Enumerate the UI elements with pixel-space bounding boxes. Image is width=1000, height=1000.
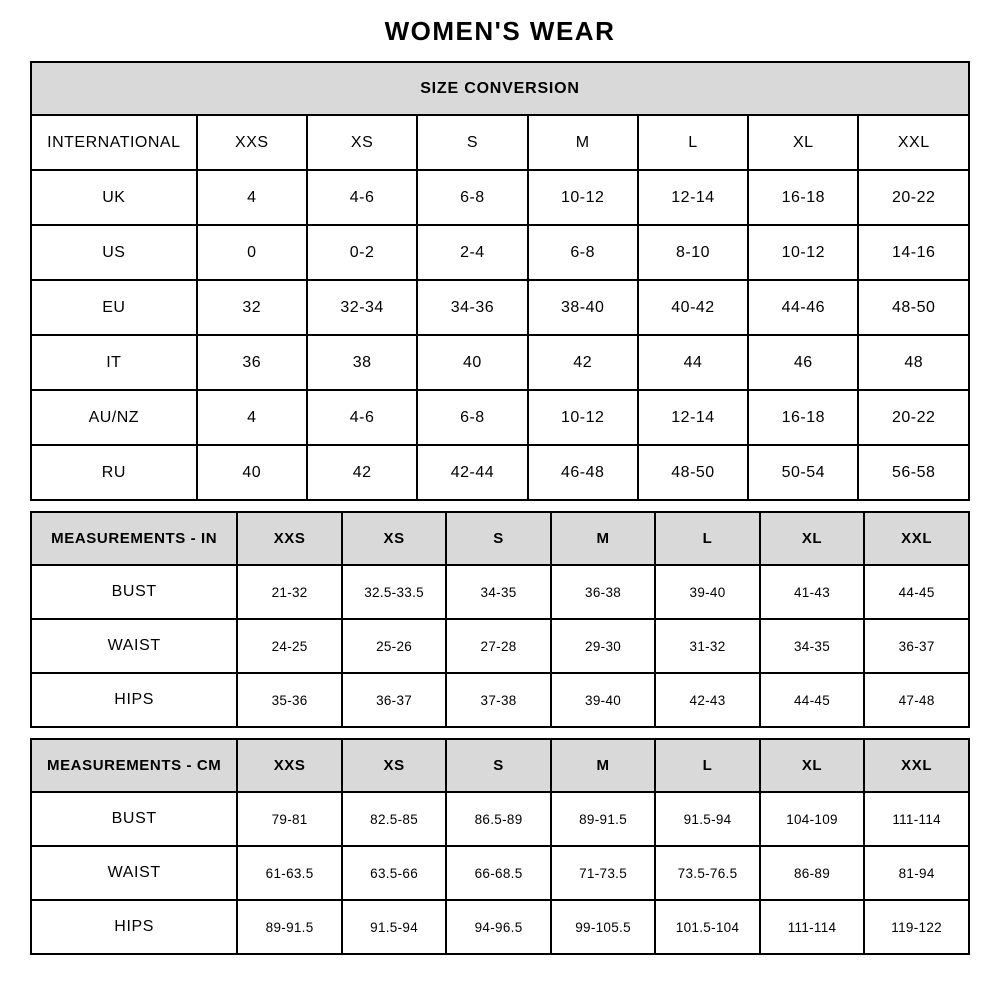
measurement-value-cell: 42-43	[655, 673, 759, 727]
size-column-header: XS	[342, 512, 446, 565]
measurements-header-label: MEASUREMENTS - CM	[31, 739, 237, 792]
size-column-header: L	[655, 512, 759, 565]
size-conversion-row	[31, 445, 969, 500]
measurement-value-cell: 36-37	[864, 619, 969, 673]
measurement-value-cell: 61-63.5	[237, 846, 341, 900]
size-column-header: XS	[342, 739, 446, 792]
size-value-cell: 4	[197, 390, 307, 445]
measurement-value-cell: 81-94	[864, 846, 969, 900]
size-conversion-row	[31, 225, 969, 280]
measurement-value-cell: 41-43	[760, 565, 864, 619]
size-value-cell: 14-16	[858, 225, 969, 280]
size-value-cell: 16-18	[748, 390, 858, 445]
measurement-row	[31, 792, 969, 846]
size-column-header: XL	[748, 115, 858, 170]
size-value-cell: 40-42	[638, 280, 748, 335]
measurements-in-header-row	[31, 512, 969, 565]
measurement-value-cell: 36-37	[342, 673, 446, 727]
measurement-row	[31, 619, 969, 673]
measurement-value-cell: 39-40	[551, 673, 655, 727]
size-value-cell: 2-4	[417, 225, 527, 280]
size-column-header: S	[417, 115, 527, 170]
size-value-cell: 0-2	[307, 225, 417, 280]
size-conversion-row	[31, 335, 969, 390]
size-value-cell: 32-34	[307, 280, 417, 335]
size-value-cell: 48-50	[638, 445, 748, 500]
measurement-value-cell: 36-38	[551, 565, 655, 619]
measurements-header-label: MEASUREMENTS - IN	[31, 512, 237, 565]
size-column-header: XXS	[237, 512, 341, 565]
size-value-cell: 6-8	[417, 170, 527, 225]
row-label: IT	[31, 335, 197, 390]
size-value-cell: 20-22	[858, 170, 969, 225]
measurement-value-cell: 34-35	[760, 619, 864, 673]
measurement-value-cell: 31-32	[655, 619, 759, 673]
size-value-cell: 4-6	[307, 390, 417, 445]
measurement-value-cell: 29-30	[551, 619, 655, 673]
size-value-cell: 34-36	[417, 280, 527, 335]
size-column-header: XXS	[197, 115, 307, 170]
size-conversion-header: SIZE CONVERSION	[31, 62, 969, 115]
measurement-value-cell: 66-68.5	[446, 846, 550, 900]
measurement-value-cell: 73.5-76.5	[655, 846, 759, 900]
size-column-header: XL	[760, 512, 864, 565]
size-value-cell: 12-14	[638, 390, 748, 445]
size-column-header: XXL	[864, 739, 969, 792]
size-conversion-row	[31, 280, 969, 335]
size-value-cell: 48	[858, 335, 969, 390]
size-column-header: XXL	[864, 512, 969, 565]
measurement-value-cell: 34-35	[446, 565, 550, 619]
measurement-value-cell: 44-45	[864, 565, 969, 619]
size-value-cell: 6-8	[528, 225, 638, 280]
row-label: US	[31, 225, 197, 280]
size-value-cell: 4-6	[307, 170, 417, 225]
row-label: AU/NZ	[31, 390, 197, 445]
size-value-cell: 16-18	[748, 170, 858, 225]
row-label: WAIST	[31, 619, 237, 673]
measurement-value-cell: 86.5-89	[446, 792, 550, 846]
measurement-row	[31, 846, 969, 900]
row-label: WAIST	[31, 846, 237, 900]
size-value-cell: 4	[197, 170, 307, 225]
measurement-value-cell: 111-114	[864, 792, 969, 846]
size-column-header: L	[638, 115, 748, 170]
measurement-value-cell: 35-36	[237, 673, 341, 727]
size-value-cell: 8-10	[638, 225, 748, 280]
measurement-value-cell: 27-28	[446, 619, 550, 673]
size-value-cell: 38	[307, 335, 417, 390]
size-conversion-columns-row	[31, 115, 969, 170]
size-value-cell: 50-54	[748, 445, 858, 500]
measurement-row	[31, 565, 969, 619]
size-value-cell: 40	[197, 445, 307, 500]
measurement-value-cell: 89-91.5	[237, 900, 341, 954]
row-label: BUST	[31, 565, 237, 619]
size-value-cell: 42	[307, 445, 417, 500]
size-value-cell: 42	[528, 335, 638, 390]
size-value-cell: 42-44	[417, 445, 527, 500]
measurement-value-cell: 91.5-94	[655, 792, 759, 846]
measurement-value-cell: 86-89	[760, 846, 864, 900]
row-label: UK	[31, 170, 197, 225]
page-title: WOMEN'S WEAR	[384, 16, 616, 46]
size-column-header: S	[446, 512, 550, 565]
size-value-cell: 44	[638, 335, 748, 390]
measurement-value-cell: 21-32	[237, 565, 341, 619]
measurement-value-cell: 39-40	[655, 565, 759, 619]
size-value-cell: 40	[417, 335, 527, 390]
size-column-header: XL	[760, 739, 864, 792]
measurement-value-cell: 101.5-104	[655, 900, 759, 954]
measurement-value-cell: 37-38	[446, 673, 550, 727]
measurement-value-cell: 94-96.5	[446, 900, 550, 954]
measurement-value-cell: 119-122	[864, 900, 969, 954]
measurement-value-cell: 79-81	[237, 792, 341, 846]
size-column-header: M	[551, 512, 655, 565]
size-value-cell: 44-46	[748, 280, 858, 335]
row-label: HIPS	[31, 673, 237, 727]
size-value-cell: 36	[197, 335, 307, 390]
measurement-value-cell: 82.5-85	[342, 792, 446, 846]
size-value-cell: 38-40	[528, 280, 638, 335]
size-value-cell: 10-12	[748, 225, 858, 280]
size-value-cell: 6-8	[417, 390, 527, 445]
measurement-value-cell: 44-45	[760, 673, 864, 727]
size-value-cell: 10-12	[528, 170, 638, 225]
size-column-header: M	[528, 115, 638, 170]
measurement-value-cell: 111-114	[760, 900, 864, 954]
size-column-header: XXL	[858, 115, 969, 170]
measurement-value-cell: 104-109	[760, 792, 864, 846]
size-value-cell: 56-58	[858, 445, 969, 500]
row-label: BUST	[31, 792, 237, 846]
size-value-cell: 10-12	[528, 390, 638, 445]
size-column-header: XXS	[237, 739, 341, 792]
size-column-header: S	[446, 739, 550, 792]
measurement-value-cell: 47-48	[864, 673, 969, 727]
row-label: EU	[31, 280, 197, 335]
size-value-cell: 46	[748, 335, 858, 390]
size-conversion-row	[31, 170, 969, 225]
measurement-value-cell: 63.5-66	[342, 846, 446, 900]
measurement-value-cell: 25-26	[342, 619, 446, 673]
size-conversion-banner-row	[31, 62, 969, 115]
size-value-cell: 12-14	[638, 170, 748, 225]
size-value-cell: 20-22	[858, 390, 969, 445]
measurement-value-cell: 32.5-33.5	[342, 565, 446, 619]
measurement-value-cell: 71-73.5	[551, 846, 655, 900]
measurement-row	[31, 900, 969, 954]
measurements-cm-table	[30, 738, 970, 955]
measurement-value-cell: 89-91.5	[551, 792, 655, 846]
measurement-value-cell: 91.5-94	[342, 900, 446, 954]
size-conversion-table	[30, 61, 970, 501]
row-label: HIPS	[31, 900, 237, 954]
measurements-in-table	[30, 511, 970, 728]
size-column-header: XS	[307, 115, 417, 170]
row-label: RU	[31, 445, 197, 500]
size-conversion-row	[31, 390, 969, 445]
measurement-value-cell: 24-25	[237, 619, 341, 673]
size-value-cell: 32	[197, 280, 307, 335]
size-value-cell: 48-50	[858, 280, 969, 335]
size-column-header: L	[655, 739, 759, 792]
measurement-row	[31, 673, 969, 727]
size-column-header: M	[551, 739, 655, 792]
measurements-cm-header-row	[31, 739, 969, 792]
international-label: INTERNATIONAL	[31, 115, 197, 170]
size-value-cell: 46-48	[528, 445, 638, 500]
size-value-cell: 0	[197, 225, 307, 280]
measurement-value-cell: 99-105.5	[551, 900, 655, 954]
